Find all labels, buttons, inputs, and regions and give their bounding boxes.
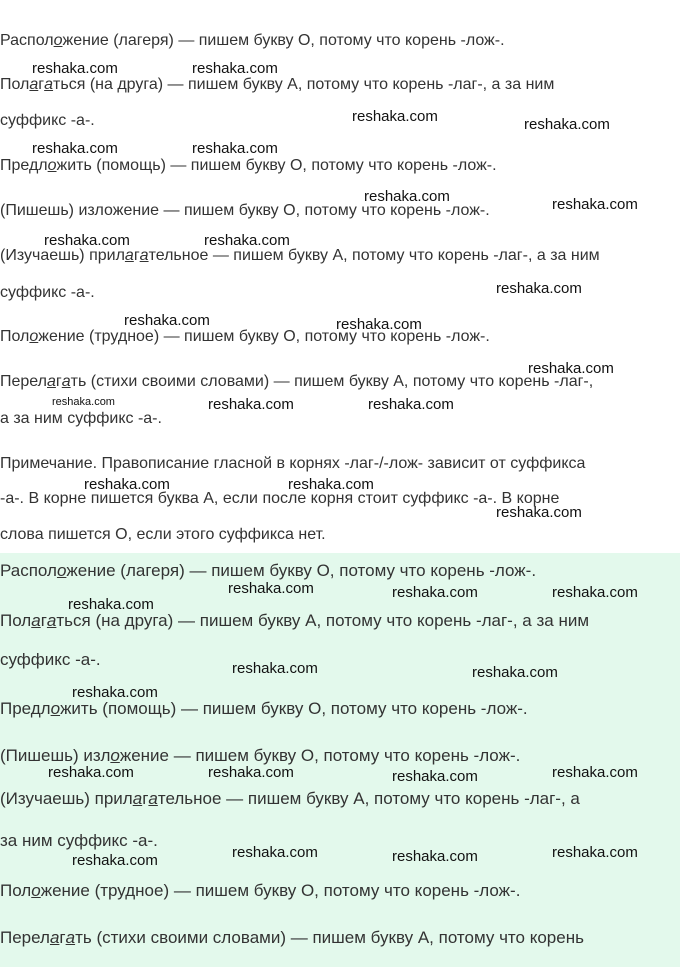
text-line <box>0 410 162 428</box>
line-text: -а-. В корне пишется буква А, если после корня стоит суффикс -а-. В корне <box>0 490 560 507</box>
watermark: reshaka.com <box>192 60 278 77</box>
line-text: Распол <box>0 32 54 49</box>
watermark: reshaka.com <box>552 584 638 601</box>
marked-vowel: а <box>148 789 158 808</box>
line-text: г <box>38 76 45 93</box>
marked-vowel: а <box>49 928 60 947</box>
text-line <box>0 699 528 719</box>
line-text: жение (лагеря) — пишем букву О, потому что корень -лож-. <box>62 32 505 49</box>
watermark: reshaka.com <box>524 116 610 133</box>
watermark: reshaka.com <box>32 140 118 157</box>
line-text: г <box>55 373 62 390</box>
text-line <box>0 611 589 631</box>
text-line <box>0 284 95 302</box>
watermark: reshaka.com <box>48 764 134 781</box>
marked-vowel: о <box>29 328 39 345</box>
marked-vowel: а <box>139 247 149 264</box>
text-line <box>0 157 497 175</box>
line-text: Пол <box>0 76 30 93</box>
watermark: reshaka.com <box>72 684 158 701</box>
line-text: жение — пишем букву О, потому что корень -лож-. <box>119 746 521 765</box>
line-text: Пол <box>0 328 30 345</box>
line-text: за ним суффикс -а-. <box>0 831 158 850</box>
line-text: (Пишешь) изл <box>0 746 111 765</box>
watermark: reshaka.com <box>288 476 374 493</box>
marked-vowel: а <box>47 373 56 390</box>
line-text: Примечание. Правописание гласной в корнях -лаг-/-лож- зависит от суффикса <box>0 455 586 472</box>
line-text: Перел <box>0 373 47 390</box>
watermark: reshaka.com <box>552 764 638 781</box>
watermark: reshaka.com <box>352 108 438 125</box>
marked-vowel: а <box>65 928 76 947</box>
watermark: reshaka.com <box>204 232 290 249</box>
line-text: ться (на друга) — пишем букву А, потому что корень -лаг-, а за ним <box>53 76 555 93</box>
line-text: Предл <box>0 699 51 718</box>
line-text: г <box>133 247 140 264</box>
text-line <box>0 561 536 581</box>
watermark: reshaka.com <box>472 664 558 681</box>
watermark: reshaka.com <box>52 396 115 408</box>
watermark: reshaka.com <box>496 280 582 297</box>
line-text: суффикс -а-. <box>0 284 95 301</box>
line-text: Перел <box>0 928 50 947</box>
watermark: reshaka.com <box>72 852 158 869</box>
text-line <box>0 373 593 391</box>
text-line <box>0 76 554 94</box>
text-line <box>0 650 101 670</box>
watermark: reshaka.com <box>232 844 318 861</box>
line-text: (Изучаешь) прил <box>0 247 125 264</box>
watermark: reshaka.com <box>368 396 454 413</box>
line-text: г <box>59 928 66 947</box>
watermark: reshaka.com <box>392 584 478 601</box>
watermark: reshaka.com <box>552 844 638 861</box>
line-text: жить (помощь) — пишем букву О, потому что корень -лож-. <box>56 157 497 174</box>
marked-vowel: а <box>132 789 143 808</box>
watermark: reshaka.com <box>528 360 614 377</box>
watermark: reshaka.com <box>392 848 478 865</box>
line-text: тельное — пишем букву А, потому что корень -лаг-, а <box>157 789 580 808</box>
watermark: reshaka.com <box>232 660 318 677</box>
marked-vowel: а <box>31 611 41 630</box>
watermark: reshaka.com <box>208 396 294 413</box>
line-text: тельное — пишем букву А, потому что корень -лаг-, а за ним <box>148 247 600 264</box>
marked-vowel: о <box>110 746 120 765</box>
marked-vowel: о <box>56 561 67 580</box>
line-text: Пол <box>0 611 32 630</box>
section-highlighted <box>0 553 680 967</box>
text-line <box>0 746 520 766</box>
text-line <box>0 112 95 130</box>
text-line <box>0 831 158 851</box>
line-text: (Изучаешь) прил <box>0 789 133 808</box>
text-line <box>0 247 600 265</box>
line-text: Предл <box>0 157 48 174</box>
marked-vowel: о <box>50 699 61 718</box>
watermark: reshaka.com <box>552 196 638 213</box>
marked-vowel: о <box>47 157 57 174</box>
watermark: reshaka.com <box>68 596 154 613</box>
line-text: ться (на друга) — пишем букву А, потому что корень -лаг-, а за ним <box>56 611 590 630</box>
marked-vowel: а <box>124 247 134 264</box>
line-text: Пол <box>0 881 32 900</box>
text-line <box>0 526 326 544</box>
watermark: reshaka.com <box>44 232 130 249</box>
watermark: reshaka.com <box>364 188 450 205</box>
watermark: reshaka.com <box>84 476 170 493</box>
line-text: ть (стихи своими словами) — пишем букву А, потому что корень <box>75 928 584 947</box>
watermark: reshaka.com <box>392 768 478 785</box>
line-text: Распол <box>0 561 57 580</box>
line-text: жение (трудное) — пишем букву О, потому что корень -лож-. <box>38 328 490 345</box>
line-text: (Пишешь) изложение — пишем букву О, потому что корень -лож-. <box>0 202 490 219</box>
text-line <box>0 928 584 948</box>
line-text: жение (трудное) — пишем букву О, потому что корень -лож-. <box>40 881 521 900</box>
watermark: reshaka.com <box>496 504 582 521</box>
line-text: суффикс -а-. <box>0 112 95 129</box>
marked-vowel: а <box>46 611 57 630</box>
line-text: суффикс -а-. <box>0 650 101 669</box>
watermark: reshaka.com <box>228 580 314 597</box>
marked-vowel: о <box>31 881 41 900</box>
line-text: ть (стихи своими словами) — пишем букву А, потому что корень -лаг-, <box>70 373 594 390</box>
line-text: г <box>142 789 149 808</box>
watermark: reshaka.com <box>124 312 210 329</box>
marked-vowel: а <box>29 76 39 93</box>
text-line <box>0 789 580 809</box>
marked-vowel: а <box>44 76 54 93</box>
line-text: жить (помощь) — пишем букву О, потому что корень -лож-. <box>60 699 528 718</box>
watermark: reshaka.com <box>32 60 118 77</box>
text-line <box>0 881 520 901</box>
text-line <box>0 455 585 473</box>
text-line <box>0 32 505 50</box>
line-text: слова пишется О, если этого суффикса нет. <box>0 526 326 543</box>
line-text: а за ним суффикс -а-. <box>0 410 162 427</box>
watermark: reshaka.com <box>192 140 278 157</box>
line-text: г <box>40 611 47 630</box>
watermark: reshaka.com <box>208 764 294 781</box>
line-text: жение (лагеря) — пишем букву О, потому что корень -лож-. <box>66 561 537 580</box>
marked-vowel: а <box>61 373 71 390</box>
watermark: reshaka.com <box>336 316 422 333</box>
marked-vowel: о <box>53 32 63 49</box>
